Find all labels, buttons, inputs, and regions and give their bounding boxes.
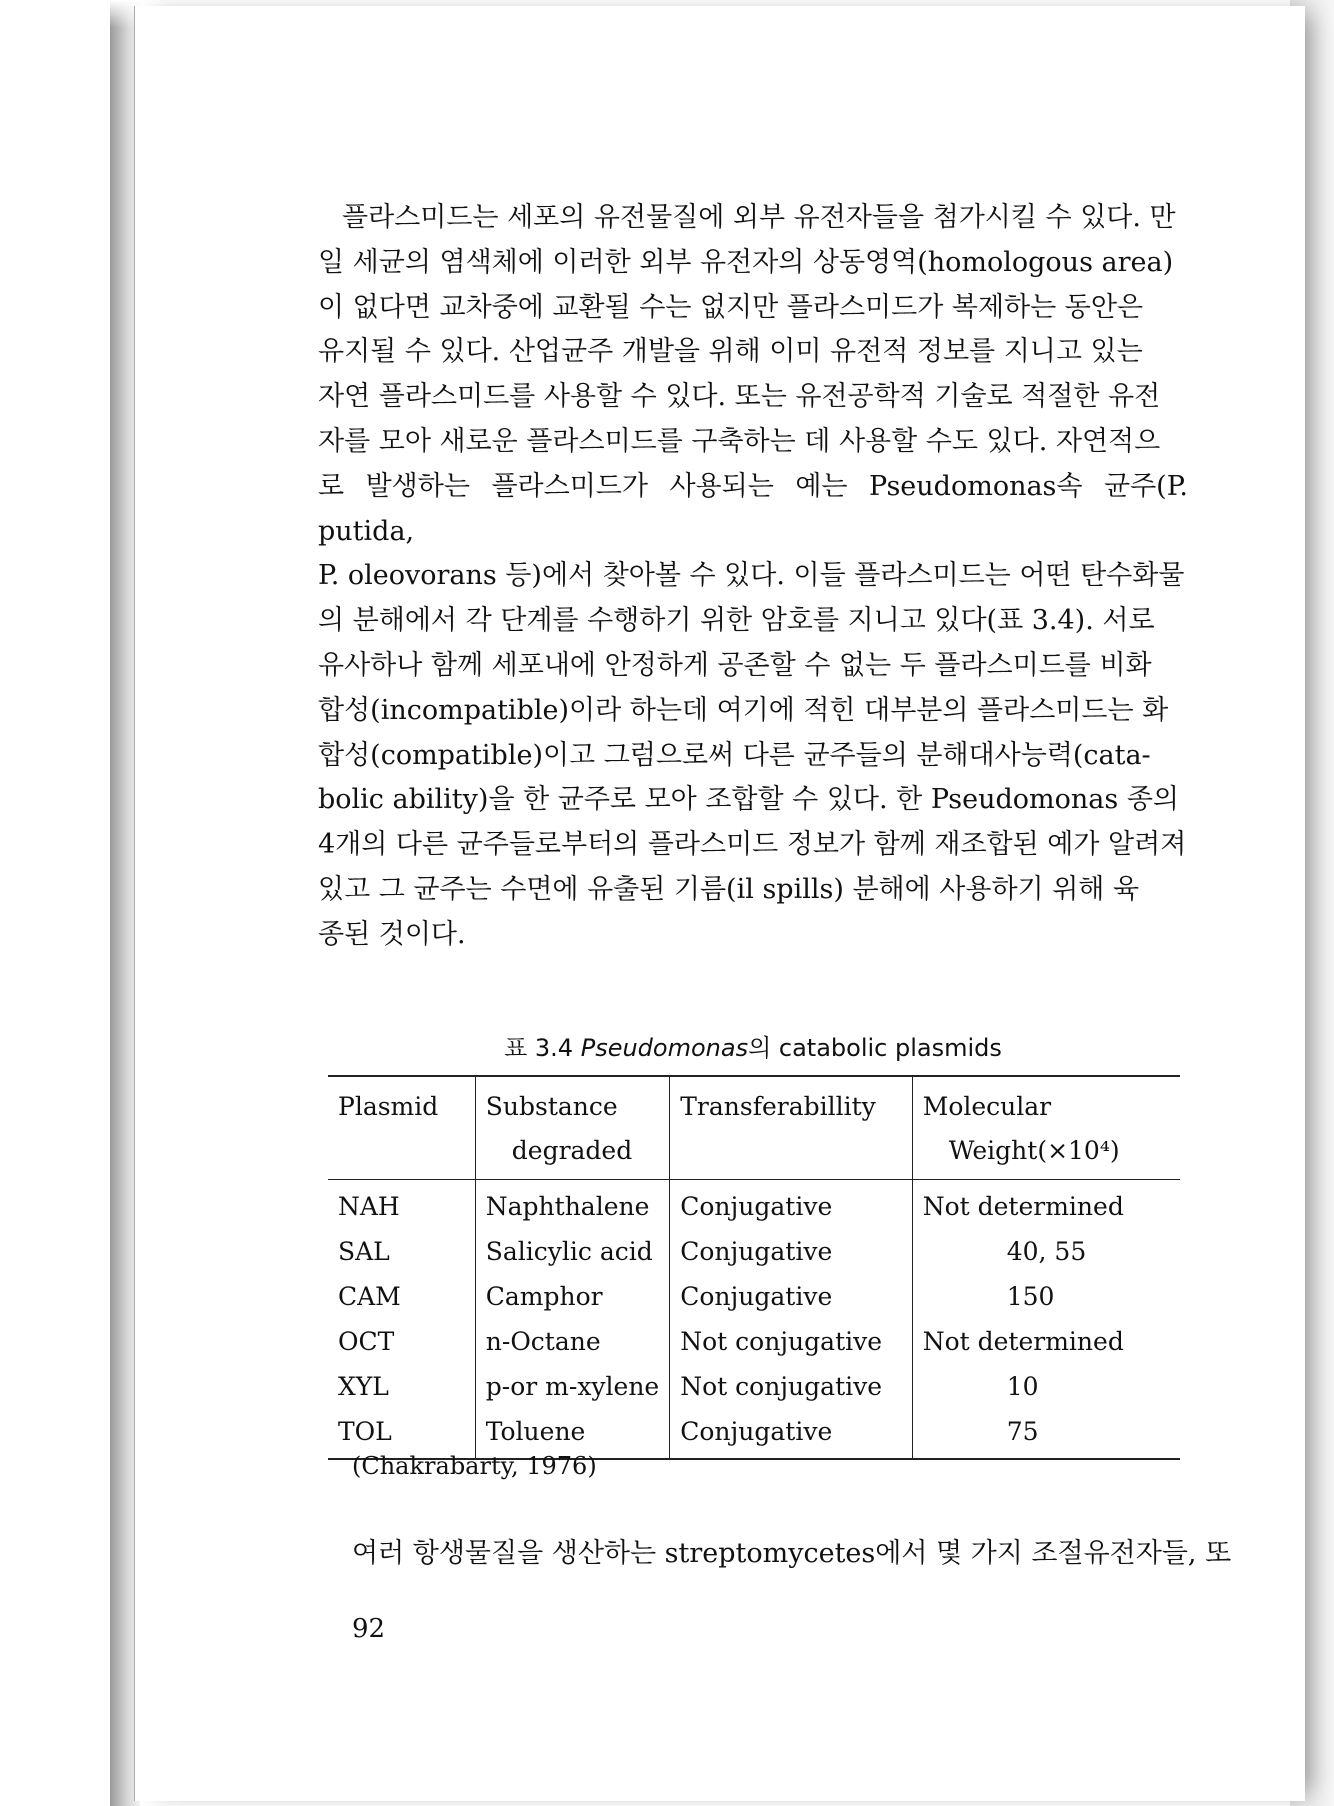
cell-plasmid: NAH <box>338 1192 400 1221</box>
caption-italic: Pseudomonas <box>580 1034 749 1062</box>
paragraph-line: 일 세균의 염색체에 이러한 외부 유전자의 상동영역(homologous area) <box>318 246 1174 278</box>
paragraph-line: 있고 그 균주는 수면에 유출된 기름(il spills) 분해에 사용하기 위해 육 <box>318 873 1140 905</box>
header-substance <box>475 1076 669 1180</box>
caption-prefix: 표 3.4 <box>504 1034 581 1062</box>
paragraph-line: bolic ability)을 한 균주로 모아 조합할 수 있다. 한 Pseudomonas 종의 <box>318 784 1179 816</box>
cell-substance: Toluene <box>475 1409 669 1459</box>
table-row <box>328 1364 1180 1409</box>
cell-weight: Not determined <box>912 1180 1180 1230</box>
header-transferability <box>670 1076 912 1180</box>
paragraph-line: 이 없다면 교차중에 교환될 수는 없지만 플라스미드가 복제하는 동안은 <box>318 291 1144 323</box>
paragraph-line: 유사하나 함께 세포내에 안정하게 공존할 수 없는 두 플라스미드를 비화 <box>318 649 1152 681</box>
paragraph-line: 합성(compatible)이고 그럼으로써 다른 균주들의 분해대사능력(cata- <box>318 739 1151 771</box>
cell-weight: Not determined <box>912 1319 1180 1364</box>
cell-transfer: Conjugative <box>670 1274 912 1319</box>
cell-substance: Salicylic acid <box>475 1229 669 1274</box>
paragraph-line: 종된 것이다. <box>318 918 466 950</box>
paragraph-line: P. oleovorans 등)에서 찾아볼 수 있다. 이들 플라스미드는 어떤 탄수화물 <box>318 560 1185 592</box>
cell-weight: 75 <box>912 1409 1180 1459</box>
cell-plasmid: CAM <box>338 1282 401 1311</box>
cell-substance: Camphor <box>475 1274 669 1319</box>
plasmid-table <box>328 1075 1180 1460</box>
table-row <box>328 1319 1180 1364</box>
paragraph-line: 의 분해에서 각 단계를 수행하기 위한 암호를 지니고 있다(표 3.4). 서로 <box>318 605 1155 637</box>
cell-plasmid: XYL <box>338 1372 389 1401</box>
table-row <box>328 1274 1180 1319</box>
cell-transfer: Not conjugative <box>670 1319 912 1364</box>
paragraph-line: 플라스미드는 세포의 유전물질에 외부 유전자들을 첨가시킬 수 있다. 만 <box>342 202 1176 233</box>
cell-plasmid: OCT <box>338 1327 395 1356</box>
header-substance-line1: Substance <box>485 1092 618 1121</box>
cell-transfer: Conjugative <box>670 1229 912 1274</box>
paragraph-line: 로 발생하는 플라스미드가 사용되는 예는 Pseudomonas속 균주(P. putida, <box>318 470 1188 547</box>
header-weight-line2: Weight(×10⁴) <box>948 1136 1120 1165</box>
closing-line: 여러 항생물질을 생산하는 streptomycetes에서 몇 가지 조절유전자들, 또 <box>352 1538 1232 1569</box>
cell-plasmid: SAL <box>338 1237 390 1266</box>
table-header-row <box>328 1076 1180 1180</box>
page-number: 92 <box>352 1614 386 1644</box>
paragraph-line: 유지될 수 있다. 산업균주 개발을 위해 이미 유전적 정보를 지니고 있는 <box>318 336 1143 368</box>
body-paragraph <box>318 196 1188 958</box>
cell-weight: 40, 55 <box>912 1229 1180 1274</box>
cell-substance: p-or m-xylene <box>475 1364 669 1409</box>
caption-suffix: 의 catabolic plasmids <box>748 1034 1002 1062</box>
table-caption <box>318 1028 1188 1063</box>
header-plasmid <box>328 1076 475 1180</box>
paragraph-line: 자연 플라스미드를 사용할 수 있다. 또는 유전공학적 기술로 적절한 유전 <box>318 381 1161 413</box>
cell-substance: Naphthalene <box>475 1180 669 1230</box>
paragraph-line: 합성(incompatible)이라 하는데 여기에 적힌 대부분의 플라스미드는 화 <box>318 694 1169 726</box>
header-transfer-label: Transferabillity <box>680 1092 876 1121</box>
header-plasmid-label: Plasmid <box>338 1092 439 1121</box>
cell-substance: n-Octane <box>475 1319 669 1364</box>
table-source: (Chakrabarty, 1976) <box>352 1452 597 1480</box>
cell-transfer: Not conjugative <box>670 1364 912 1409</box>
header-substance-line2: degraded <box>511 1136 633 1165</box>
paragraph-line: 4개의 다른 균주들로부터의 플라스미드 정보가 함께 재조합된 예가 알려져 <box>318 829 1187 861</box>
table-row <box>328 1229 1180 1274</box>
cell-transfer: Conjugative <box>670 1180 912 1230</box>
cell-weight: 10 <box>912 1364 1180 1409</box>
header-weight <box>912 1076 1180 1180</box>
cell-weight: 150 <box>912 1274 1180 1319</box>
header-weight-line1: Molecular <box>922 1092 1052 1121</box>
cell-plasmid: TOL <box>328 1409 475 1459</box>
cell-transfer: Conjugative <box>670 1409 912 1459</box>
table-row <box>328 1180 1180 1230</box>
paragraph-line: 자를 모아 새로운 플라스미드를 구축하는 데 사용할 수도 있다. 자연적으 <box>318 425 1161 457</box>
